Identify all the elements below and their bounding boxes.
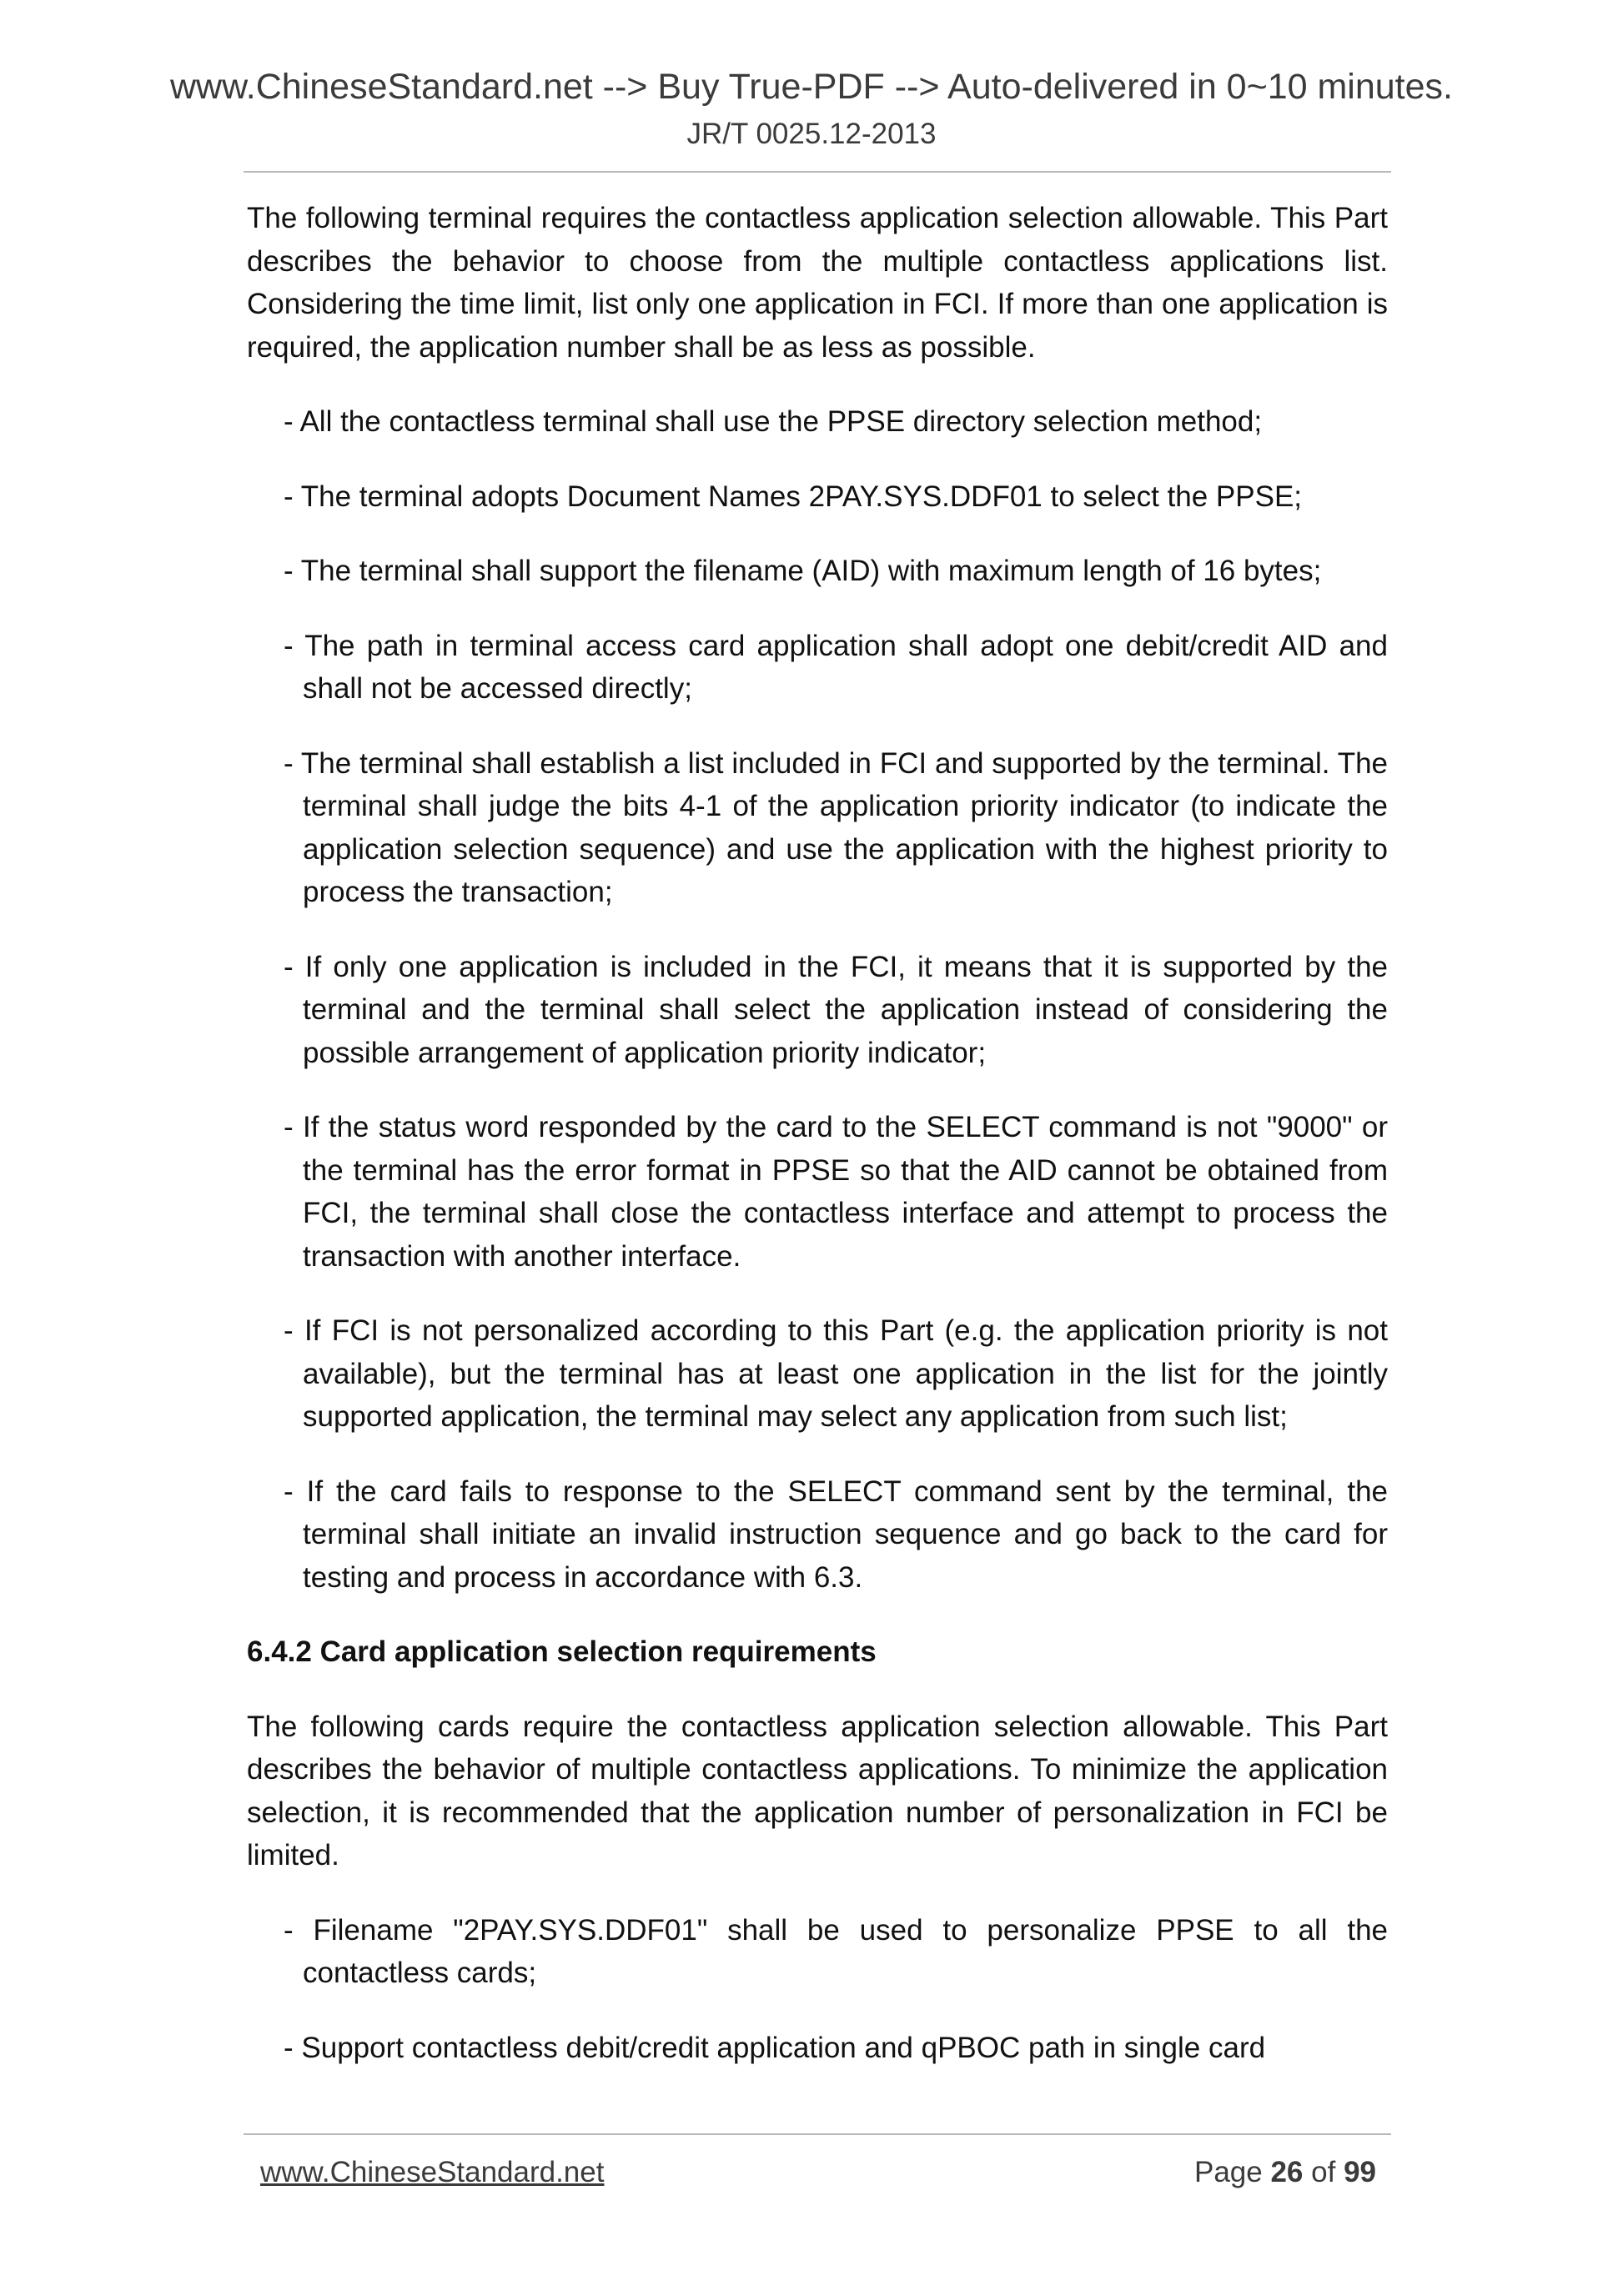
card-rule: - Support contactless debit/credit application and qPBOC path in single card bbox=[284, 2031, 1266, 2064]
standard-id: JR/T 0025.12-2013 bbox=[686, 118, 937, 150]
header-divider bbox=[244, 171, 1391, 173]
terminal-rule: - If the card fails to response to the SELECT command sent by the terminal, the terminal shall initiate an invalid instruction sequence and go back to the card for testing and process in accordance with 6.3. bbox=[284, 1475, 1388, 1594]
page-current: 26 bbox=[1270, 2156, 1304, 2188]
card-paragraph: The following cards require the contactless application selection allowable. This Part describes the behavior of multiple contactless applications. To minimize the application selection, it is recommended that the application number of personalization in FCI be limited. bbox=[247, 1710, 1388, 1871]
footer-divider bbox=[244, 2133, 1391, 2135]
page-label: Page bbox=[1193, 2156, 1263, 2188]
header-banner: www.ChineseStandard.net --> Buy True-PDF --> Auto-delivered in 0~10 minutes. bbox=[169, 67, 1453, 107]
page-of: of bbox=[1311, 2156, 1336, 2188]
terminal-rule: - The terminal adopts Document Names 2PAY.SYS.DDF01 to select the PPSE; bbox=[284, 480, 1303, 513]
section-heading: 6.4.2 Card application selection requirements bbox=[247, 1635, 877, 1668]
terminal-rule: - The terminal shall establish a list included in FCI and supported by the terminal. The terminal shall judge the bits 4-1 of the application priority indicator (to indicate the application selection sequence) and use the application with the highest priority to process the transaction; bbox=[284, 746, 1388, 908]
terminal-rule: - If the status word responded by the card to the SELECT command is not "9000" or the terminal has the error format in PPSE so that the AID cannot be obtained from FCI, the terminal shall close the contactless interface and attempt to process the transaction with another interface. bbox=[284, 1111, 1388, 1273]
terminal-rule: - The terminal shall support the filename (AID) with maximum length of 16 bytes; bbox=[284, 555, 1322, 587]
footer-site-link[interactable]: www.ChineseStandard.net bbox=[260, 2156, 605, 2188]
page-total: 99 bbox=[1344, 2156, 1376, 2188]
terminal-rule: - All the contactless terminal shall use the PPSE directory selection method; bbox=[284, 405, 1263, 438]
intro-paragraph: The following terminal requires the contactless application selection allowable. This Part describes the behavior to choose from the multiple contactless applications list. Considering the time limit, list only one application in FCI. If more than one application is required, the application number shall be as less as possible. bbox=[247, 202, 1388, 364]
card-rule: - Filename "2PAY.SYS.DDF01" shall be used to personalize PPSE to all the contactless cards; bbox=[284, 1913, 1388, 1989]
terminal-rule: - The path in terminal access card application shall adopt one debit/credit AID and shall not be accessed directly; bbox=[284, 629, 1388, 705]
terminal-rule: - If only one application is included in the FCI, it means that it is supported by the terminal and the terminal shall select the application instead of considering the possible arrangement of application priority indicator; bbox=[284, 950, 1388, 1069]
terminal-rule: - If FCI is not personalized according to this Part (e.g. the application priority is not available), but the terminal has at least one application in the list for the jointly supported application, the terminal may select any application from such list; bbox=[284, 1314, 1388, 1433]
page-indicator bbox=[1194, 2153, 1376, 2192]
document-body bbox=[247, 197, 1388, 2069]
